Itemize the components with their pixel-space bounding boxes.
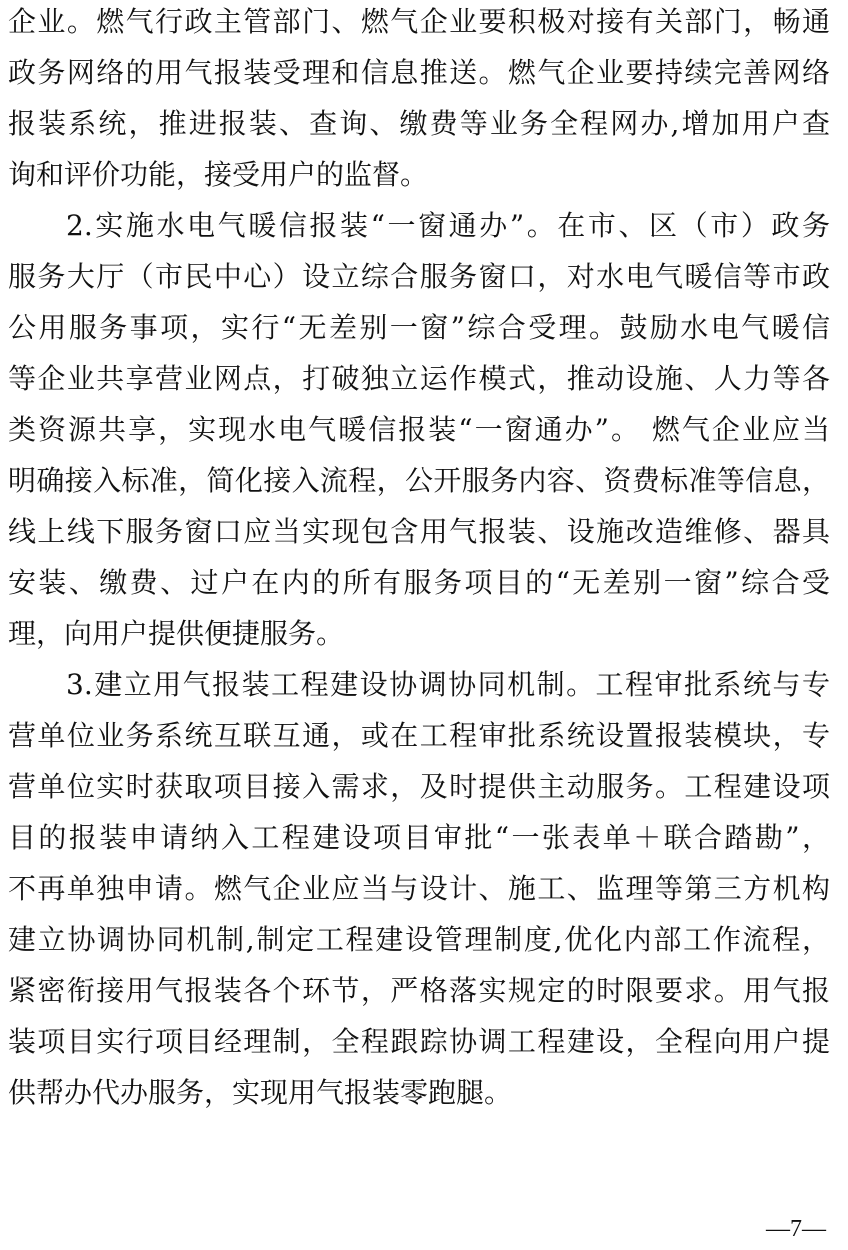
text-line-7: 公用服务事项，实行“无差别一窗”综合受理。鼓励水电气暖信: [8, 311, 830, 344]
text-line-3: 报装系统，推进报装、查询、缴费等业务全程网办,增加用户查: [8, 107, 830, 140]
text-line-18: 不再单独申请。燃气企业应当与设计、施工、监理等第三方机构: [8, 872, 830, 905]
text-line-13: 理，向用户提供便捷服务。: [8, 617, 345, 650]
text-line-2: 政务网络的用气报装受理和信息推送。燃气企业要持续完善网络: [8, 56, 830, 89]
text-line-5: 2.实施水电气暖信报装“一窗通办”。在市、区（市）政务: [66, 209, 830, 242]
text-line-1: 企业。燃气行政主管部门、燃气企业要积极对接有关部门，畅通: [8, 5, 830, 38]
text-line-12: 安装、缴费、过户在内的所有服务项目的“无差别一窗”综合受: [8, 566, 830, 599]
text-line-14: 3.建立用气报装工程建设协调协同机制。工程审批系统与专: [66, 668, 830, 701]
text-line-9: 类资源共享，实现水电气暖信报装“一窗通办”。 燃气企业应当: [8, 413, 830, 446]
text-line-10: 明确接入标准，简化接入流程，公开服务内容、资费标准等信息，: [8, 464, 830, 497]
text-line-11: 线上线下服务窗口应当实现包含用气报装、设施改造维修、器具: [8, 515, 830, 548]
text-line-19: 建立协调协同机制,制定工程建设管理制度,优化内部工作流程，: [8, 923, 830, 956]
text-line-16: 营单位实时获取项目接入需求，及时提供主动服务。工程建设项: [8, 770, 830, 803]
text-line-8: 等企业共享营业网点，打破独立运作模式，推动设施、人力等各: [8, 362, 830, 395]
text-line-6: 服务大厅（市民中心）设立综合服务窗口，对水电气暖信等市政: [8, 260, 830, 293]
text-line-21: 装项目实行项目经理制，全程跟踪协调工程建设，全程向用户提: [8, 1025, 830, 1058]
text-line-17: 目的报装申请纳入工程建设项目审批“一张表单＋联合踏勘”，: [8, 821, 830, 854]
page-number: —7—: [766, 1216, 826, 1242]
text-line-22: 供帮办代办服务，实现用气报装零跑腿。: [8, 1076, 513, 1109]
text-line-4: 询和评价功能，接受用户的监督。: [8, 158, 429, 191]
text-line-20: 紧密衔接用气报装各个环节，严格落实规定的时限要求。用气报: [8, 974, 830, 1007]
text-line-15: 营单位业务系统互联互通，或在工程审批系统设置报装模块，专: [8, 719, 830, 752]
